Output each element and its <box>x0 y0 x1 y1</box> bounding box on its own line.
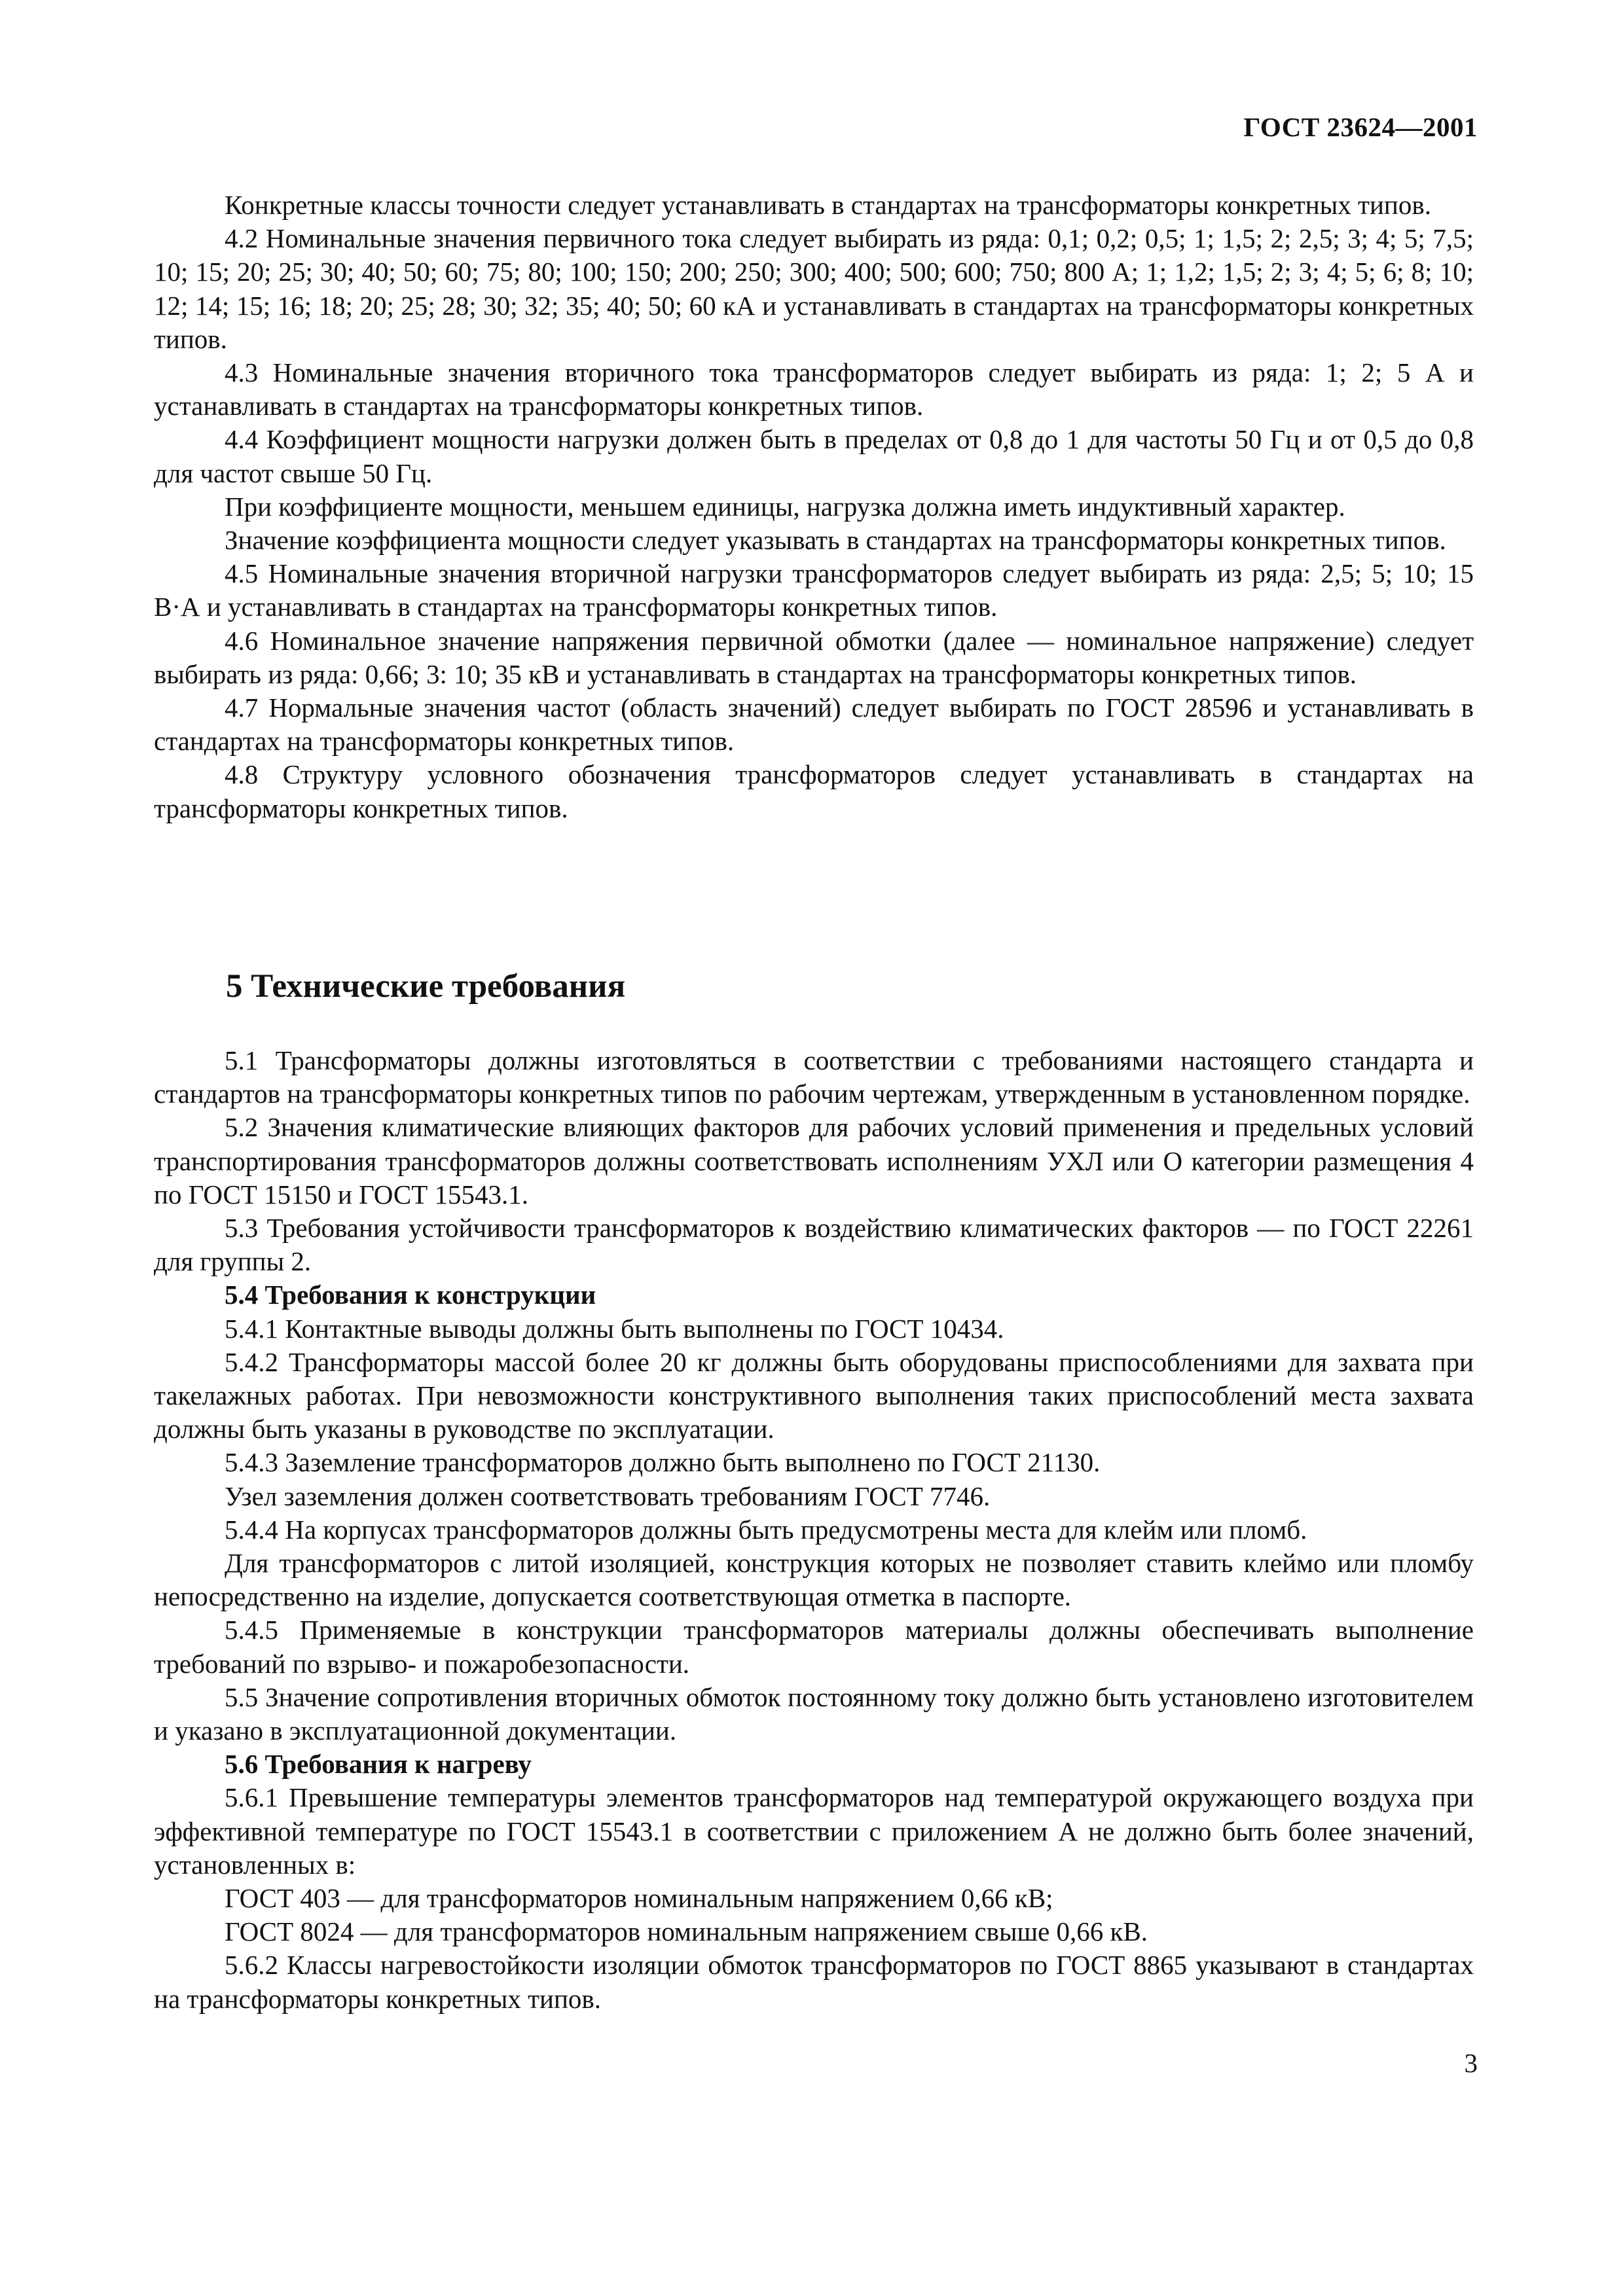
paragraph-5-4-3: 5.4.3 Заземление трансформаторов должно быть выполнено по ГОСТ 21130. <box>225 1447 1101 1478</box>
paragraph-cast-insulation: Для трансформаторов с литой изоляцией, конструкция которых не позволяет ставить клеймо или пломбу непосредственно на изделие, допускается соответствующая отметка в паспорте. <box>154 1548 1474 1612</box>
paragraph-5-3: 5.3 Требования устойчивости трансформаторов к воздействию климатических факторов — по ГОСТ 22261 для группы 2. <box>154 1213 1474 1277</box>
paragraph-5-6-1: 5.6.1 Превышение температуры элементов трансформаторов над температурой окружающего воздуха при эффективной температуре по ГОСТ 15543.1 в соответствии с приложением А не должно быть более значений, установленных в: <box>154 1782 1474 1880</box>
paragraph-5-4-5: 5.4.5 Применяемые в конструкции трансформаторов материалы должны обеспечивать выполнение требований по взрыво- и пожаробезопасности. <box>154 1615 1474 1679</box>
document-header: ГОСТ 23624—2001 <box>1243 112 1478 142</box>
paragraph-5-4-4: 5.4.4 На корпусах трансформаторов должны быть предусмотрены места для клейм или пломб. <box>225 1514 1307 1545</box>
paragraph-power-factor-value: Значение коэффициента мощности следует указывать в стандартах на трансформаторы конкретных типов. <box>225 525 1446 556</box>
paragraph-accuracy-classes: Конкретные классы точности следует устанавливать в стандартах на трансформаторы конкретных типов. <box>225 190 1431 220</box>
page-number: 3 <box>1464 2048 1478 2078</box>
paragraph-inductive-character: При коэффициенте мощности, меньшем единицы, нагрузка должна иметь индуктивный характер. <box>225 491 1345 522</box>
paragraph-4-2: 4.2 Номинальные значения первичного тока следует выбирать из ряда: 0,1; 0,2; 0,5; 1; 1,5; 2; 2,5; 3; 4; 5; 7,5; 10; 15; 20; 25; 30; 40; 50; 60; 75; 80; 100; 150; 200; 250; 300; 400; 500; 600; 750; 800 А; 1; 1,2; 1,5; 2; 3; 4; 5; 6; 8; 10; 12; 14; 15; 16; 18; 20; 25; 28; 30; 32; 35; 40; 50; 60 кА и устанавливать в стандартах на трансформаторы конкретных типов. <box>154 223 1474 354</box>
paragraph-grounding-node: Узел заземления должен соответствовать требованиям ГОСТ 7746. <box>225 1480 991 1511</box>
requirements-section-5-body <box>154 1044 1474 2016</box>
paragraph-5-2: 5.2 Значения климатические влияющих факторов для рабочих условий применения и предельных условий транспортирования трансформаторов должны соответствовать исполнениям УХЛ или О категории размещения 4 по ГОСТ 15150 и ГОСТ 15543.1. <box>154 1112 1474 1210</box>
paragraph-4-3: 4.3 Номинальные значения вторичного тока трансформаторов следует выбирать из ряда: 1; 2; 5 А и устанавливать в стандартах на трансформаторы конкретных типов. <box>154 357 1474 422</box>
paragraph-5-5: 5.5 Значение сопротивления вторичных обмоток постоянному току должно быть установлено изготовителем и указано в эксплуатационной документации. <box>154 1681 1474 1746</box>
paragraph-4-7: 4.7 Нормальные значения частот (область значений) следует выбирать по ГОСТ 28596 и устанавливать в стандартах на трансформаторы конкретных типов. <box>154 692 1474 757</box>
paragraph-4-6: 4.6 Номинальное значение напряжения первичной обмотки (далее — номинальное напряжение) следует выбирать из ряда: 0,66; 3: 10; 35 кВ и устанавливать в стандартах на трансформаторы конкретных типов. <box>154 625 1474 689</box>
requirements-section-4-body <box>154 188 1474 825</box>
paragraph-4-5: 4.5 Номинальные значения вторичной нагрузки трансформаторов следует выбирать из ряда: 2,5; 5; 10; 15 В·А и устанавливать в стандартах на трансформаторы конкретных типов. <box>154 558 1474 622</box>
paragraph-5-4-2: 5.4.2 Трансформаторы массой более 20 кг должны быть оборудованы приспособлениями для захвата при такелажных работах. При невозможности конструктивного выполнения таких приспособлений места захвата должны быть указаны в руководстве по эксплуатации. <box>154 1346 1474 1444</box>
paragraph-5-4-1: 5.4.1 Контактные выводы должны быть выполнены по ГОСТ 10434. <box>225 1313 1004 1344</box>
paragraph-4-4: 4.4 Коэффициент мощности нагрузки должен быть в пределах от 0,8 до 1 для частоты 50 Гц и от 0,5 до 0,8 для частот свыше 50 Гц. <box>154 424 1474 488</box>
paragraph-5-6-2: 5.6.2 Классы нагревостойкости изоляции обмоток трансформаторов по ГОСТ 8865 указывают в стандартах на трансформаторы конкретных типов. <box>154 1950 1474 2014</box>
subheading-5-6: 5.6 Требования к нагреву <box>225 1749 532 1780</box>
paragraph-5-1: 5.1 Трансформаторы должны изготовляться в соответствии с требованиями настоящего стандарта и стандартов на трансформаторы конкретных типов по рабочим чертежам, утвержденным в установленном порядке. <box>154 1045 1474 1109</box>
section-5-title: 5 Технические требования <box>226 968 626 1005</box>
paragraph-4-8: 4.8 Структуру условного обозначения трансформаторов следует устанавливать в стандартах на трансформаторы конкретных типов. <box>154 759 1474 823</box>
subheading-5-4: 5.4 Требования к конструкции <box>225 1280 596 1310</box>
paragraph-gost-403: ГОСТ 403 — для трансформаторов номинальным напряжением 0,66 кВ; <box>225 1883 1053 1914</box>
paragraph-gost-8024: ГОСТ 8024 — для трансформаторов номинальным напряжением свыше 0,66 кВ. <box>225 1916 1148 1947</box>
